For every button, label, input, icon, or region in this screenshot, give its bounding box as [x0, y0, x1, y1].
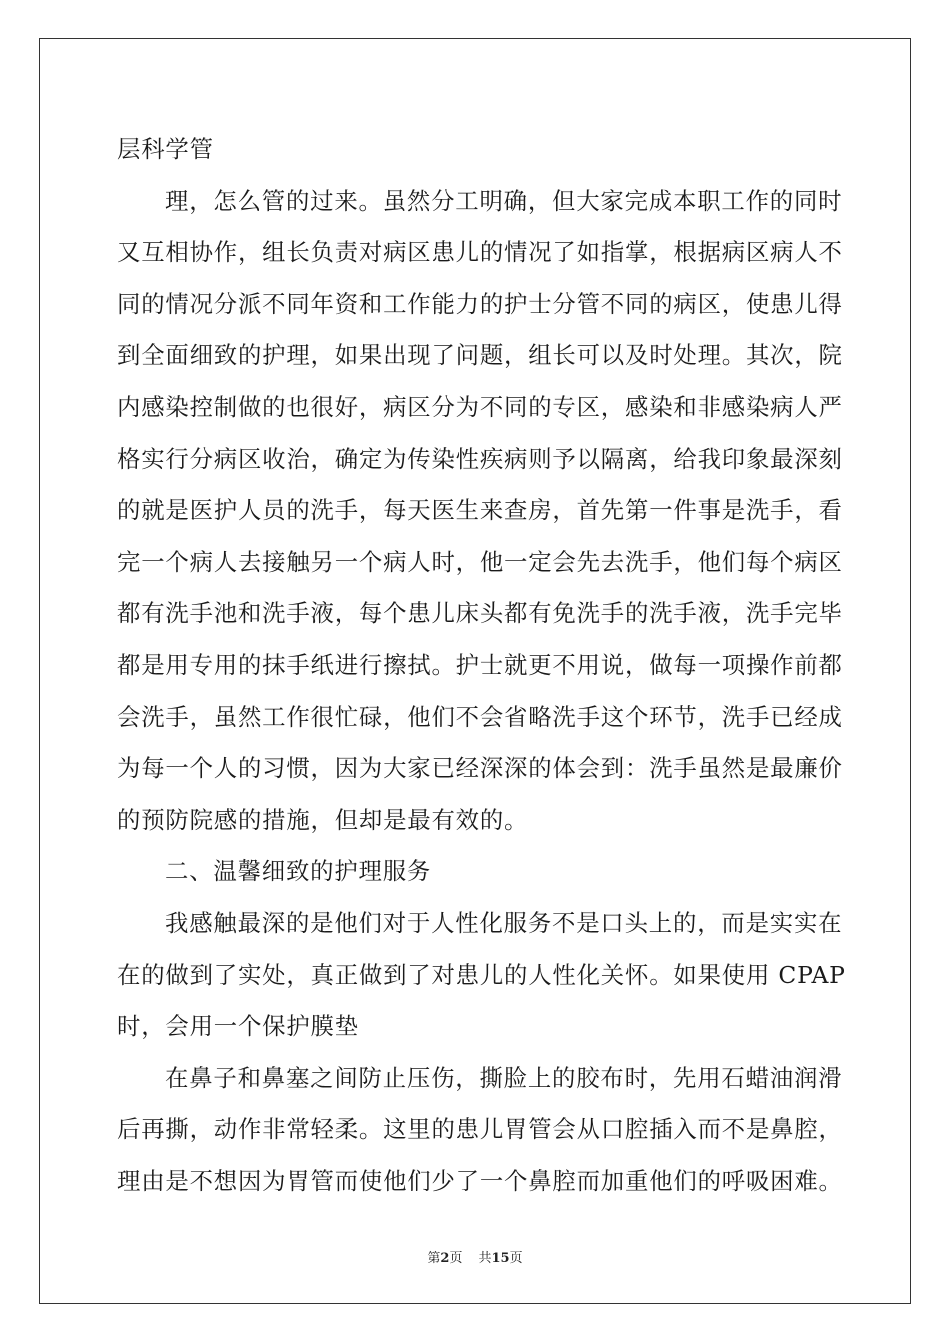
- text-line: 的就是医护人员的洗手，每天医生来查房，首先第一件事是洗手，看: [117, 496, 843, 525]
- text-line: 格实行分病区收治，确定为传染性疾病则予以隔离，给我印象最深刻: [117, 444, 843, 473]
- page-footer: [0, 1247, 950, 1266]
- text-line: 理，怎么管的过来。虽然分工明确，但大家完成本职工作的同时: [165, 186, 843, 215]
- text-line: 的预防院感的措施，但却是最有效的。: [117, 805, 529, 834]
- section-heading: 二、温馨细致的护理服务: [165, 857, 432, 886]
- page-number: 第2页: [427, 1251, 463, 1266]
- text-line: 在鼻子和鼻塞之间防止压伤，撕脸上的胶布时，先用石蜡油润滑: [165, 1063, 843, 1092]
- text-line: 为每一个人的习惯，因为大家已经深深的体会到：洗手虽然是最廉价: [117, 754, 843, 783]
- document-body: [117, 124, 846, 1207]
- page-total: 共15页: [478, 1251, 523, 1266]
- text-line: 都有洗手池和洗手液，每个患儿床头都有免洗手的洗手液，洗手完毕: [117, 599, 843, 628]
- text-line: 在的做到了实处，真正做到了对患儿的人性化关怀。如果使用 CPAP: [117, 960, 846, 989]
- text-line: 同的情况分派不同年资和工作能力的护士分管不同的病区，使患儿得: [117, 289, 843, 318]
- text-line: 都是用专用的抹手纸进行擦拭。护士就更不用说，做每一项操作前都: [117, 650, 843, 679]
- text-line: 理由是不想因为胃管而使他们少了一个鼻腔而加重他们的呼吸困难。: [117, 1166, 843, 1195]
- text-line: 完一个病人去接触另一个病人时，他一定会先去洗手，他们每个病区: [117, 547, 843, 576]
- text-line: 层科学管: [117, 135, 214, 163]
- text-line: 又互相协作，组长负责对病区患儿的情况了如指掌，根据病区病人不: [117, 238, 843, 267]
- text-line: 后再撕，动作非常轻柔。这里的患儿胃管会从口腔插入而不是鼻腔，: [117, 1115, 843, 1144]
- text-line: 我感触最深的是他们对于人性化服务不是口头上的，而是实实在: [165, 908, 843, 937]
- text-line: 时，会用一个保护膜垫: [117, 1012, 359, 1041]
- text-line: 会洗手，虽然工作很忙碌，他们不会省略洗手这个环节，洗手已经成: [117, 702, 843, 731]
- text-line: 内感染控制做的也很好，病区分为不同的专区，感染和非感染病人严: [117, 392, 843, 421]
- text-line: 到全面细致的护理，如果出现了问题，组长可以及时处理。其次，院: [117, 341, 843, 370]
